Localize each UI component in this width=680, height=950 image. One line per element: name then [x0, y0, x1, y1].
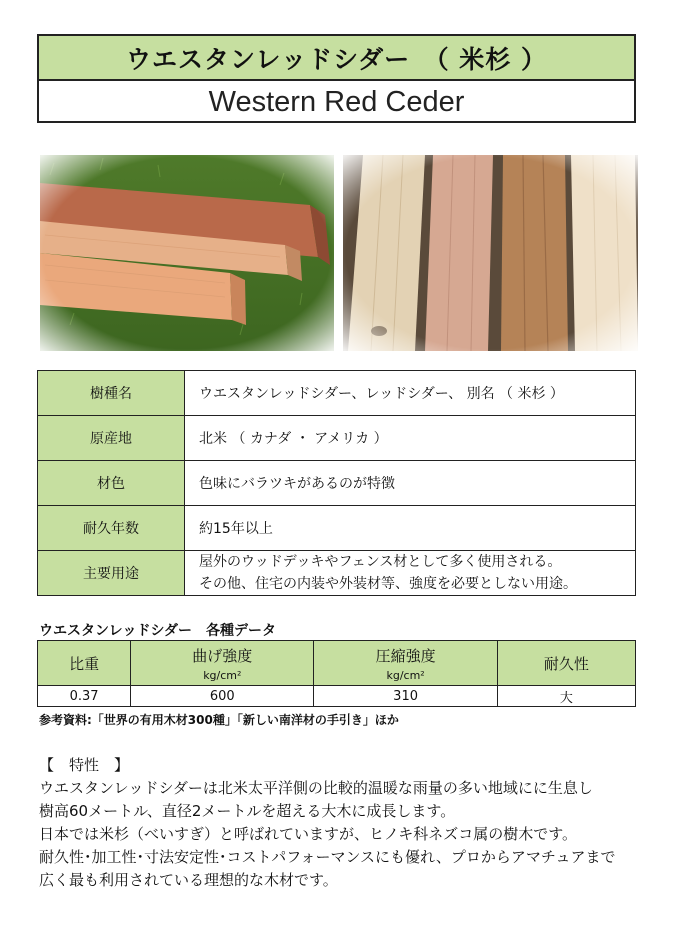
- photo-lumber-on-grass: [40, 155, 334, 351]
- header-unit: kg/cm²: [203, 668, 242, 682]
- features-line: 樹高60メートル、直径2メートルを超える大木に成長します。: [39, 802, 456, 820]
- spec-value: ウエスタンレッドシダー、レッドシダー、 別名 （ 米杉 ）: [185, 371, 636, 416]
- spec-key: 材色: [38, 461, 185, 506]
- features-line: 耐久性･加工性･寸法安定性･コストパフォーマンスにも優れ、プロからアマチュアまで: [39, 848, 616, 866]
- reference-note: 参考資料:「世界の有用木材300種」「新しい南洋材の手引き」ほか: [39, 713, 399, 727]
- data-header-row: [38, 641, 636, 686]
- data-section-title: ウエスタンレッドシダー 各種データ: [39, 623, 276, 639]
- data-table: [37, 640, 636, 707]
- header-compressive-strength: [314, 641, 497, 686]
- spec-row-color: [38, 461, 636, 506]
- spec-key: 原産地: [38, 416, 185, 461]
- usage-line: その他、住宅の内装や外装材等、強度を必要としない用途。: [199, 576, 577, 592]
- header-unit: kg/cm²: [386, 668, 425, 682]
- spec-row-usage: [38, 551, 636, 596]
- features-line: ウエスタンレッドシダーは北米太平洋側の比較的温暖な雨量の多い地域にに生息し: [39, 779, 593, 797]
- spec-value: 色味にバラツキがあるのが特徴: [185, 461, 636, 506]
- spec-value: [185, 551, 636, 596]
- header-specific-gravity: [38, 641, 131, 686]
- title-box: [37, 34, 636, 123]
- spec-key: 耐久年数: [38, 506, 185, 551]
- header-bending-strength: [131, 641, 314, 686]
- data-value-row: [38, 686, 636, 707]
- photo-cedar-boards: [343, 155, 638, 351]
- value-durability: 大: [497, 686, 635, 707]
- features-line: 日本では米杉（べいすぎ）と呼ばれていますが、ヒノキ科ネズコ属の樹木です。: [39, 825, 578, 843]
- header-label: 比重: [69, 654, 100, 673]
- header-label: 耐久性: [543, 654, 589, 673]
- spec-row-species: [38, 371, 636, 416]
- features-heading: 【 特性 】: [39, 756, 130, 774]
- title-english: Western Red Ceder: [208, 85, 465, 118]
- spec-value: 約15年以上: [185, 506, 636, 551]
- spec-key: 樹種名: [38, 371, 185, 416]
- usage-line: 屋外のウッドデッキやフェンス材として多く使用される。: [199, 554, 562, 570]
- value-compressive-strength: 310: [314, 686, 497, 707]
- spec-key: 主要用途: [38, 551, 185, 596]
- spec-row-durability-years: [38, 506, 636, 551]
- header-label: 曲げ強度: [192, 646, 253, 665]
- header-label: 圧縮強度: [375, 646, 436, 665]
- header-durability: [497, 641, 635, 686]
- spec-table: [37, 370, 636, 596]
- features-section: [39, 754, 615, 892]
- value-specific-gravity: 0.37: [38, 686, 131, 707]
- features-line: 広く最も利用されている理想的な木材です。: [39, 871, 338, 889]
- value-bending-strength: 600: [131, 686, 314, 707]
- spec-row-origin: [38, 416, 636, 461]
- title-japanese: ウエスタンレッドシダー （ 米杉 ）: [39, 36, 634, 81]
- spec-value: 北米 （ カナダ ・ アメリカ ）: [185, 416, 636, 461]
